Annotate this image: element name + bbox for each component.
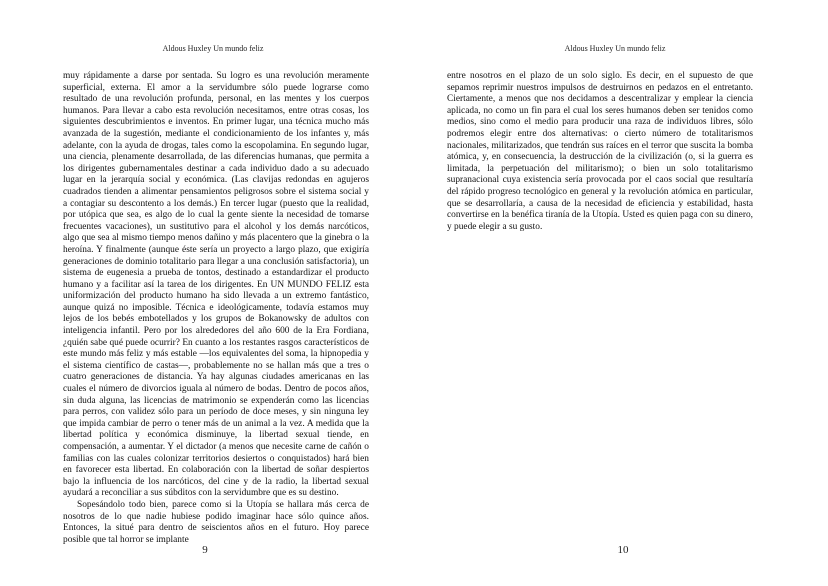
- paragraph: entre nosotros en el plazo de un solo siglo. Es decir, en el supuesto de que sepamos reprimir nuestros impulsos de destruirnos en pedazos en el entretanto. Ciertamente, a menos que nos decidamos a descentralizar y emplear la ciencia aplicada, no como un fin para el cual los seres humanos deben ser tenidos como medios, sino como el medio para producir una raza de individuos libres, sólo podremos elegir entre dos alternativas: o cierto número de totalitarismos nacionales, militarizados, que tendrán sus raíces en el terror que suscita la bomba atómica, y, en consecuencia, la destrucción de la civilización (o, si la guerra es limitada, la perpetuación del militarismo); o bien un solo totalitarismo supranacional cuya existencia sería provocada por el caos social que resultaría del rápido progreso tecnológico en general y la revolución atómica en particular, que se desarrollaría, a causa de la necesidad de eficiencia y estabilidad, hasta convertirse en la benéfica tiranía de la Utopía. Usted es quien paga con su dinero, y puede elegir a su gusto.: [447, 71, 753, 232]
- running-head-left: Aldous Huxley Un mundo feliz: [162, 44, 264, 53]
- page-number-right: 10: [617, 544, 629, 556]
- right-page: [414, 0, 828, 586]
- body-text-right: [447, 71, 753, 233]
- running-head-right: Aldous Huxley Un mundo feliz: [564, 44, 666, 53]
- paragraph: Sopesándolo todo bien, parece como si la Utopía se hallara más cerca de nosotros de lo que nadie hubiese podido imaginar hace sólo quince años. Entonces, la situé para dentro de seiscientos años en el futuro. Hoy parece posible que tal horror se implante: [63, 499, 369, 545]
- body-text-left: [63, 71, 369, 546]
- paragraph: muy rápidamente a darse por sentada. Su logro es una revolución meramente superficial, externa. El amor a la servidumbre sólo puede lograrse como resultado de una revolución profunda, personal, en las mentes y los cuerpos humanos. Para llevar a cabo esta revolución necesitamos, entre otras cosas, los siguientes descubrimientos e inventos. En primer lugar, una técnica mucho más avanzada de la sugestión, mediante el condicionamiento de los infantes y, más adelante, con la ayuda de drogas, tales como la escopolamina. En segundo lugar, una ciencia, plenamente desarrollada, de las diferencias humanas, que permita a los dirigentes gubernamentales destinar a cada individuo dado a su adecuado lugar en la jerarquía social y económica. (Las clavijas redondas en agujeros cuadrados tienden a alimentar pensamientos peligrosos sobre el sistema social y a contagiar su descontento a los demás.) En tercer lugar (puesto que la realidad, por utópica que sea, es algo de lo cual la gente siente la necesidad de tomarse frecuentes vacaciones), un sustitutivo para el alcohol y los demás narcóticos, algo que sea al mismo tiempo menos dañino y más placentero que la ginebra o la heroína. Y finalmente (aunque éste sería un proyecto a largo plazo, que exigiría generaciones de dominio totalitario para llegar a una conclusión satisfactoria), un sistema de eugenesia a prueba de tontos, destinado a estandardizar el producto humano y a facilitar así la tarea de los dirigentes. En UN MUNDO FELIZ esta uniformización del producto humano ha sido llevada a un extremo fantástico, aunque quizá no imposible. Técnica e ideológicamente, todavía estamos muy lejos de los bebés embotellados y los grupos de Bokanowsky de adultos con inteligencia infantil. Pero por los alrededores del año 600 de la Era Fordiana, ¿quién sabe qué puede ocurrir? En cuanto a los restantes rasgos característicos de este mundo más feliz y más estable —los equivalentes del soma, la hipnopedia y el sistema científico de castas—, probablemente no se hallan más que a tres o cuatro generaciones de distancia. Ya hay algunas ciudades americanas en las cuales el número de divorcios iguala al número de bodas. Dentro de pocos años, sin duda alguna, las licencias de matrimonio se expenderán como las licencias para perros, con validez sólo para un período de doce meses, y sin ninguna ley que impida cambiar de perro o tener más de un animal a la vez. A medida que la libertad política y económica disminuye, la libertad sexual tiende, en compensación, a aumentar. Y el dictador (a menos que necesite carne de cañón o familias con las cuales colonizar territorios desiertos o conquistados) hará bien en favorecer esta libertad. En colaboración con la libertad de soñar despiertos bajo la influencia de los narcóticos, del cine y de la radio, la libertad sexual ayudará a reconciliar a sus súbditos con la servidumbre que es su destino.: [63, 71, 369, 499]
- page-number-left: 9: [202, 544, 208, 556]
